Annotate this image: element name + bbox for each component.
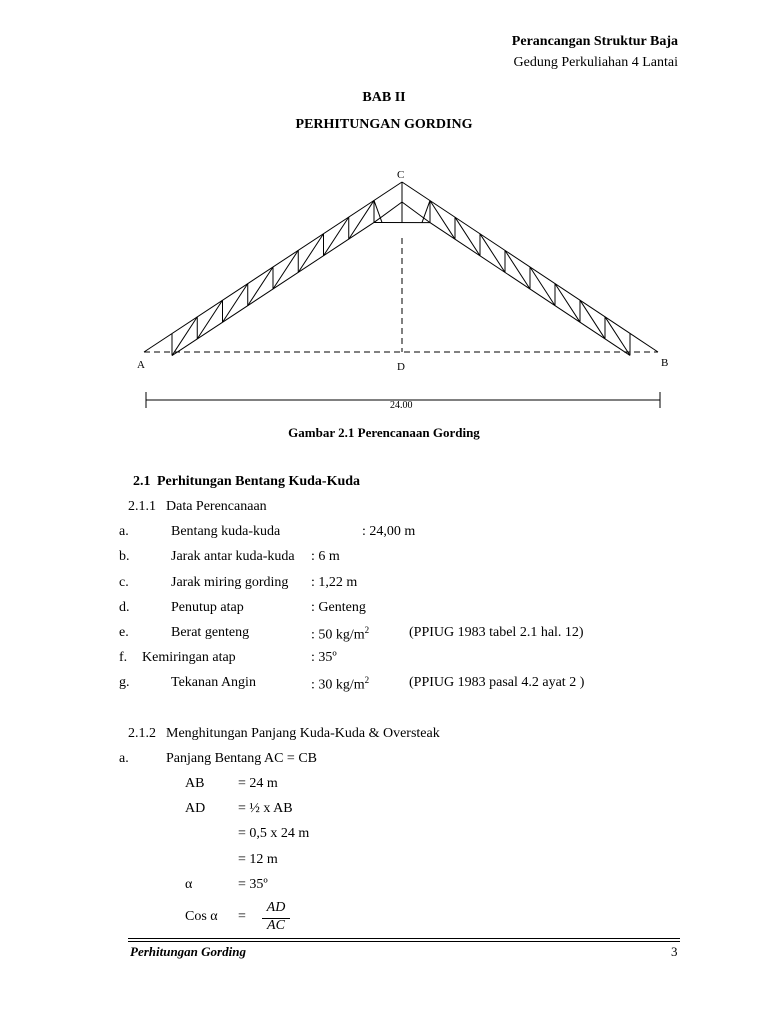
item-letter: d.	[119, 600, 130, 615]
calc-item-text: Panjang Bentang AC = CB	[166, 751, 318, 766]
node-label-d: D	[397, 361, 405, 373]
item-value-exponent: 2	[364, 625, 370, 635]
item-note: (PPIUG 1983 tabel 2.1 hal. 12)	[409, 625, 584, 640]
data-item-f	[0, 650, 768, 670]
web-diagonal	[197, 300, 222, 339]
data-item-e	[0, 625, 768, 645]
cos-lhs: Cos α	[185, 909, 218, 924]
section-2-1-1-number: 2.1.1	[128, 499, 156, 514]
item-value: : 30 kg/m	[311, 677, 365, 693]
calc-rhs: = 24 m	[238, 776, 278, 791]
item-label: Jarak antar kuda-kuda	[171, 549, 295, 564]
web-diagonal	[555, 284, 580, 323]
chapter-number: BAB II	[362, 90, 406, 105]
figure-caption: Gambar 2.1 Perencanaan Gording	[288, 425, 480, 440]
item-value: : Genteng	[311, 600, 366, 615]
footer-chapter-name: Perhitungan Gording	[130, 944, 246, 959]
node-label-a: A	[137, 359, 145, 371]
web-diagonal	[530, 267, 555, 306]
web-diagonal	[172, 317, 197, 356]
data-item-a	[0, 524, 768, 544]
truss-dashed-lines	[144, 238, 658, 352]
span-dimension-label: 24.00	[390, 400, 413, 411]
web-diagonal	[273, 250, 298, 289]
item-label: Jarak miring gording	[171, 575, 289, 590]
calc-lhs: AD	[185, 801, 206, 816]
item-value: : 50 kg/m	[311, 627, 365, 643]
data-item-c	[0, 575, 768, 595]
web-diagonal	[430, 201, 455, 240]
footer-rule	[128, 941, 680, 942]
item-value: : 35º	[311, 650, 337, 665]
web-diagonal	[480, 234, 505, 273]
item-letter: c.	[119, 575, 129, 590]
web-diagonal	[324, 217, 349, 256]
item-letter: b.	[119, 549, 130, 564]
web-diagonal	[505, 250, 530, 289]
document-header-subtitle: Gedung Perkuliahan 4 Lantai	[513, 55, 678, 70]
calc-lhs: AB	[185, 776, 205, 791]
calc-item-letter: a.	[119, 751, 129, 766]
page-number: 3	[671, 944, 678, 959]
node-label-c: C	[397, 169, 405, 181]
item-value: : 6 m	[311, 549, 340, 564]
item-letter: g.	[119, 675, 130, 690]
web-diagonal	[349, 200, 374, 239]
item-label: Berat genteng	[171, 625, 250, 640]
item-value: : 1,22 m	[311, 575, 358, 590]
web-diagonal	[580, 300, 605, 339]
calc-rhs: = 0,5 x 24 m	[238, 826, 310, 841]
document-header-title: Perancangan Struktur Baja	[511, 34, 678, 49]
data-item-g	[0, 675, 768, 695]
item-value-exponent: 2	[364, 675, 370, 685]
item-label: Tekanan Angin	[171, 675, 256, 690]
section-2-1-2-number: 2.1.2	[128, 726, 156, 741]
fraction-numerator: AD	[266, 900, 286, 915]
node-label-b: B	[661, 357, 669, 369]
data-item-d	[0, 600, 768, 620]
web-diagonal	[248, 267, 273, 306]
calc-rhs: = 35º	[238, 877, 268, 892]
section-2-1-title: Perhitungan Bentang Kuda-Kuda	[157, 474, 361, 489]
web-diagonal	[605, 317, 630, 356]
truss-diagram	[120, 160, 680, 420]
chapter-title: PERHITUNGAN GORDING	[295, 117, 473, 132]
item-value: : 24,00 m	[362, 524, 416, 539]
item-letter: e.	[119, 625, 129, 640]
item-note: (PPIUG 1983 pasal 4.2 ayat 2 )	[409, 675, 585, 690]
section-2-1-2-title: Menghitungan Panjang Kuda-Kuda & Oversteak	[166, 726, 440, 741]
item-letter: f.	[119, 650, 128, 665]
web-diagonal	[455, 217, 480, 256]
calc-rhs: = ½ x AB	[238, 801, 293, 816]
item-letter: a.	[119, 524, 129, 539]
web-diagonal	[298, 234, 323, 273]
item-label: Penutup atap	[171, 600, 244, 615]
calc-lhs: α	[185, 877, 193, 892]
item-value-wrap	[311, 675, 369, 694]
section-2-1-1-title: Data Perencanaan	[166, 499, 267, 514]
fraction-denominator: AC	[267, 918, 285, 933]
item-label: Bentang kuda-kuda	[171, 524, 281, 539]
item-label: Kemiringan atap	[142, 650, 236, 665]
data-item-b	[0, 549, 768, 569]
footer-rule	[128, 938, 680, 939]
calc-rhs: = 12 m	[238, 852, 278, 867]
item-value-wrap	[311, 625, 369, 644]
web-diagonal	[223, 284, 248, 323]
cos-equals: =	[238, 909, 246, 924]
section-2-1-number: 2.1	[133, 474, 151, 489]
truss-members	[144, 182, 658, 356]
